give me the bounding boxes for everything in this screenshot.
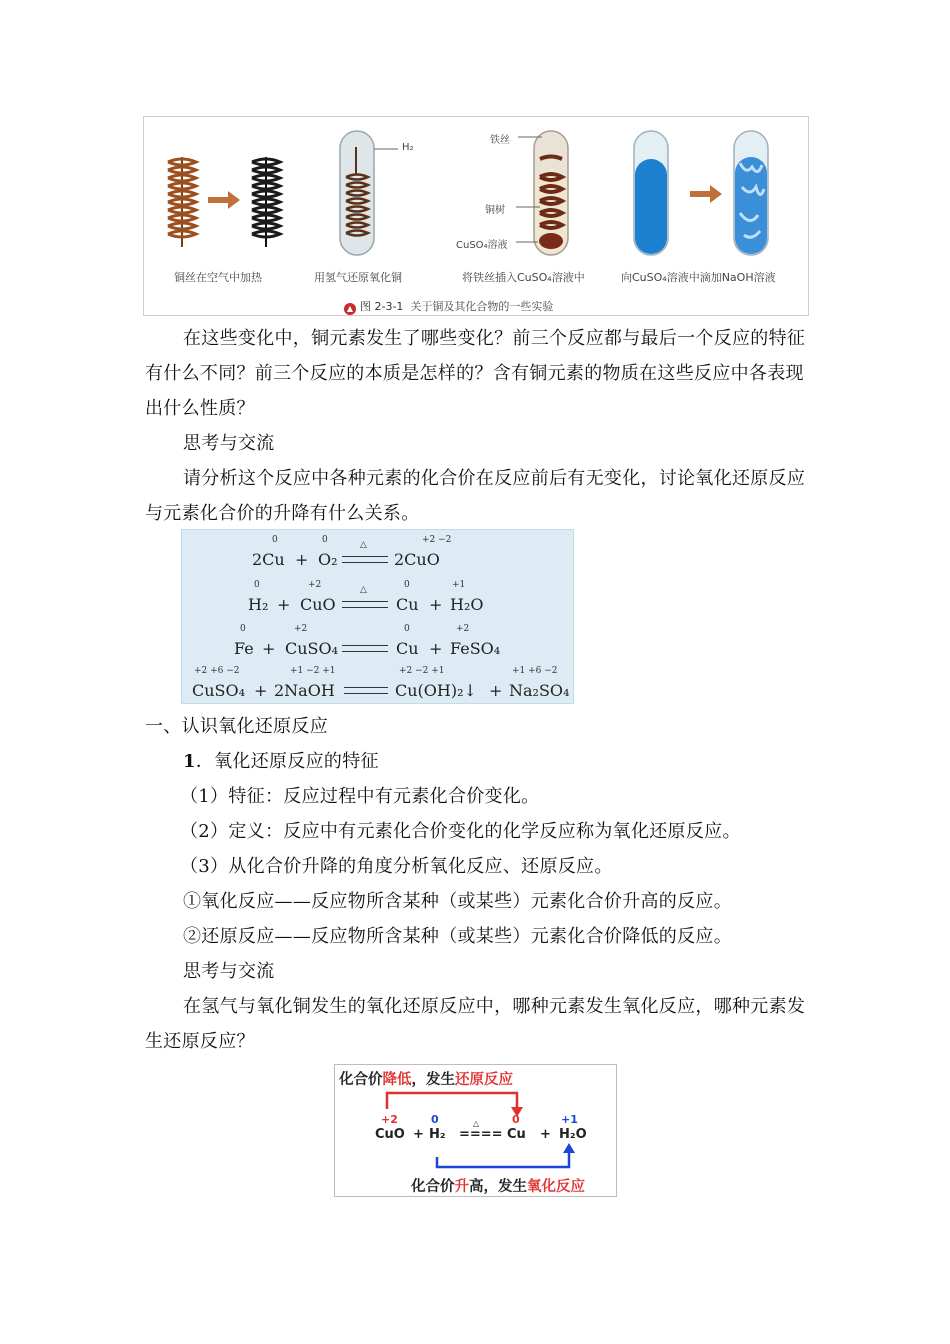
item-oxidation: ①氧化反应——反应物所含某种（或某些）元素化合价升高的反应。	[183, 891, 732, 912]
paragraph-question-h2-cuo: 在氢气与氧化铜发生的氧化还原反应中，哪种元素发生氧化反应，哪种元素发生还原反应？	[145, 996, 806, 1052]
plus-sign: +	[277, 595, 291, 614]
plus-sign: +	[429, 639, 443, 658]
ox-state: +1 −2 +1	[290, 666, 336, 676]
caption-4: 向CuSO₄溶液中滴加NaOH溶液	[621, 271, 776, 284]
caption-3: 将铁丝插入CuSO₄溶液中	[462, 271, 585, 284]
formula-h2: H₂	[429, 1127, 446, 1142]
caption-part: 升	[454, 1178, 469, 1195]
formula-cu: Cu	[507, 1127, 526, 1142]
heat-condition: △	[360, 540, 367, 550]
item-reduction: ②还原反应——反应物所含某种（或某些）元素化合价降低的反应。	[183, 926, 732, 947]
test-tube-iron-icon	[516, 131, 568, 255]
figure-title	[344, 298, 553, 315]
formula: H₂	[248, 595, 269, 614]
caption-part: 还原反应	[455, 1071, 513, 1088]
ox-cu: 0	[512, 1113, 520, 1126]
plus-sign: +	[254, 681, 268, 700]
equals-sign	[344, 687, 388, 694]
formula: H₂O	[450, 595, 484, 614]
equations-box	[181, 529, 574, 704]
ox-state: +2	[294, 624, 308, 634]
ox-h2o: +1	[561, 1113, 578, 1126]
cuso4-solution-label: CuSO₄溶液	[456, 240, 508, 251]
oxidation-caption	[411, 1175, 585, 1196]
ox-state: +1	[452, 580, 466, 590]
item-definition: （2）定义：反应中有元素化合价变化的化学反应称为氧化还原反应。	[180, 821, 741, 842]
item-feature: （1）特征：反应过程中有元素化合价变化。	[180, 786, 540, 807]
caption-part: ，发生	[411, 1071, 455, 1088]
ox-state: 0	[272, 535, 278, 545]
plus-sign: +	[429, 595, 443, 614]
equals-sign	[342, 601, 388, 608]
test-tube-precipitate-icon	[734, 131, 768, 255]
formula: O₂	[318, 550, 338, 569]
caption-part: 化合价	[411, 1178, 455, 1195]
experiment-illustrations	[144, 117, 808, 315]
reduction-arrow-icon	[387, 1093, 523, 1117]
item-analysis: （3）从化合价升降的角度分析氧化反应、还原反应。	[180, 856, 613, 877]
ox-state: 0	[404, 624, 410, 634]
plus-sign: +	[262, 639, 276, 658]
formula: 2Cu	[252, 550, 285, 569]
formula: CuSO₄	[285, 639, 339, 658]
copper-coil-icon	[168, 157, 196, 247]
paragraph-questions: 在这些变化中，铜元素发生了哪些变化？前三个反应都与最后一个反应的特征有什么不同？前三个反应的本质是怎样的？含有铜元素的物质在这些反应中各表现出什么性质？	[145, 328, 806, 419]
arrow-right-icon	[690, 185, 722, 203]
h2-label: H₂	[402, 142, 414, 153]
figure-number: 图 2-3-1	[360, 300, 404, 313]
formula: 2NaOH	[274, 681, 335, 700]
equals-sign	[342, 556, 388, 563]
formula: Cu	[396, 595, 419, 614]
formula: Na₂SO₄	[509, 681, 570, 700]
ox-state: 0	[240, 624, 246, 634]
caption-1: 铜丝在空气中加热	[174, 271, 262, 284]
test-tube-h2-icon	[340, 131, 398, 255]
ox-state: +2 −2 +1	[399, 666, 445, 676]
formula: Cu(OH)₂↓	[395, 681, 477, 700]
equation-4	[182, 664, 573, 704]
section-heading: 一、认识氧化还原反应	[145, 716, 328, 737]
ox-state: +2	[308, 580, 322, 590]
black-coil-icon	[252, 157, 280, 247]
plus-sign: +	[489, 681, 503, 700]
ox-state: +2 −2	[422, 535, 452, 545]
formula-h2o: H₂O	[559, 1127, 587, 1142]
subsection-title	[145, 744, 810, 779]
plus-sign: +	[295, 550, 309, 569]
formula: FeSO₄	[450, 639, 501, 658]
ox-state: 0	[404, 580, 410, 590]
equation-1	[182, 533, 573, 573]
caption-2: 用氢气还原氧化铜	[314, 271, 402, 284]
equation-2	[182, 578, 573, 618]
arrow-right-icon	[208, 191, 240, 209]
figure-title-text: 关于铜及其化合物的一些实验	[410, 300, 554, 313]
plus-sign: +	[540, 1127, 551, 1142]
test-tube-blue-icon	[634, 131, 668, 255]
equals-sign: ====	[459, 1127, 503, 1142]
ox-h2: 0	[431, 1113, 439, 1126]
ox-state: 0	[322, 535, 328, 545]
formula-cuo: CuO	[375, 1127, 405, 1142]
ox-cuo: +2	[381, 1113, 398, 1126]
ox-state: +2	[456, 624, 470, 634]
iron-wire-label: 铁丝	[490, 135, 510, 146]
redox-diagram	[334, 1064, 617, 1197]
ox-state: +1 +6 −2	[512, 666, 558, 676]
heading-think-discuss-2: 思考与交流	[183, 961, 275, 982]
copper-tree-label: 铜树	[485, 205, 505, 216]
figure-marker-icon: ▲	[344, 303, 356, 315]
experiment-figure	[143, 116, 809, 316]
formula: 2CuO	[394, 550, 440, 569]
ox-state: 0	[254, 580, 260, 590]
plus-sign: +	[413, 1127, 424, 1142]
ox-state: +2 +6 −2	[194, 666, 240, 676]
formula: CuO	[300, 595, 336, 614]
formula: Cu	[396, 639, 419, 658]
formula: Fe	[234, 639, 254, 658]
paragraph-analyze: 请分析这个反应中各种元素的化合价在反应前后有无变化，讨论氧化还原反应与元素化合价的升降有什么关系。	[145, 468, 806, 524]
caption-part: 降低	[382, 1071, 412, 1088]
heat-condition: △	[360, 585, 367, 595]
caption-part: 化合价	[339, 1071, 383, 1088]
subsection-title-text: ．氧化还原反应的特征	[195, 751, 379, 772]
subsection-number: 1	[183, 751, 196, 772]
heading-think-discuss: 思考与交流	[183, 433, 275, 454]
caption-part: 氧化反应	[527, 1178, 585, 1195]
formula: CuSO₄	[192, 681, 246, 700]
caption-part: 高，发生	[469, 1178, 527, 1195]
equals-sign	[342, 645, 388, 652]
oxidation-arrow-icon	[437, 1143, 575, 1167]
equation-3	[182, 622, 573, 662]
heat-condition: △	[473, 1119, 480, 1128]
